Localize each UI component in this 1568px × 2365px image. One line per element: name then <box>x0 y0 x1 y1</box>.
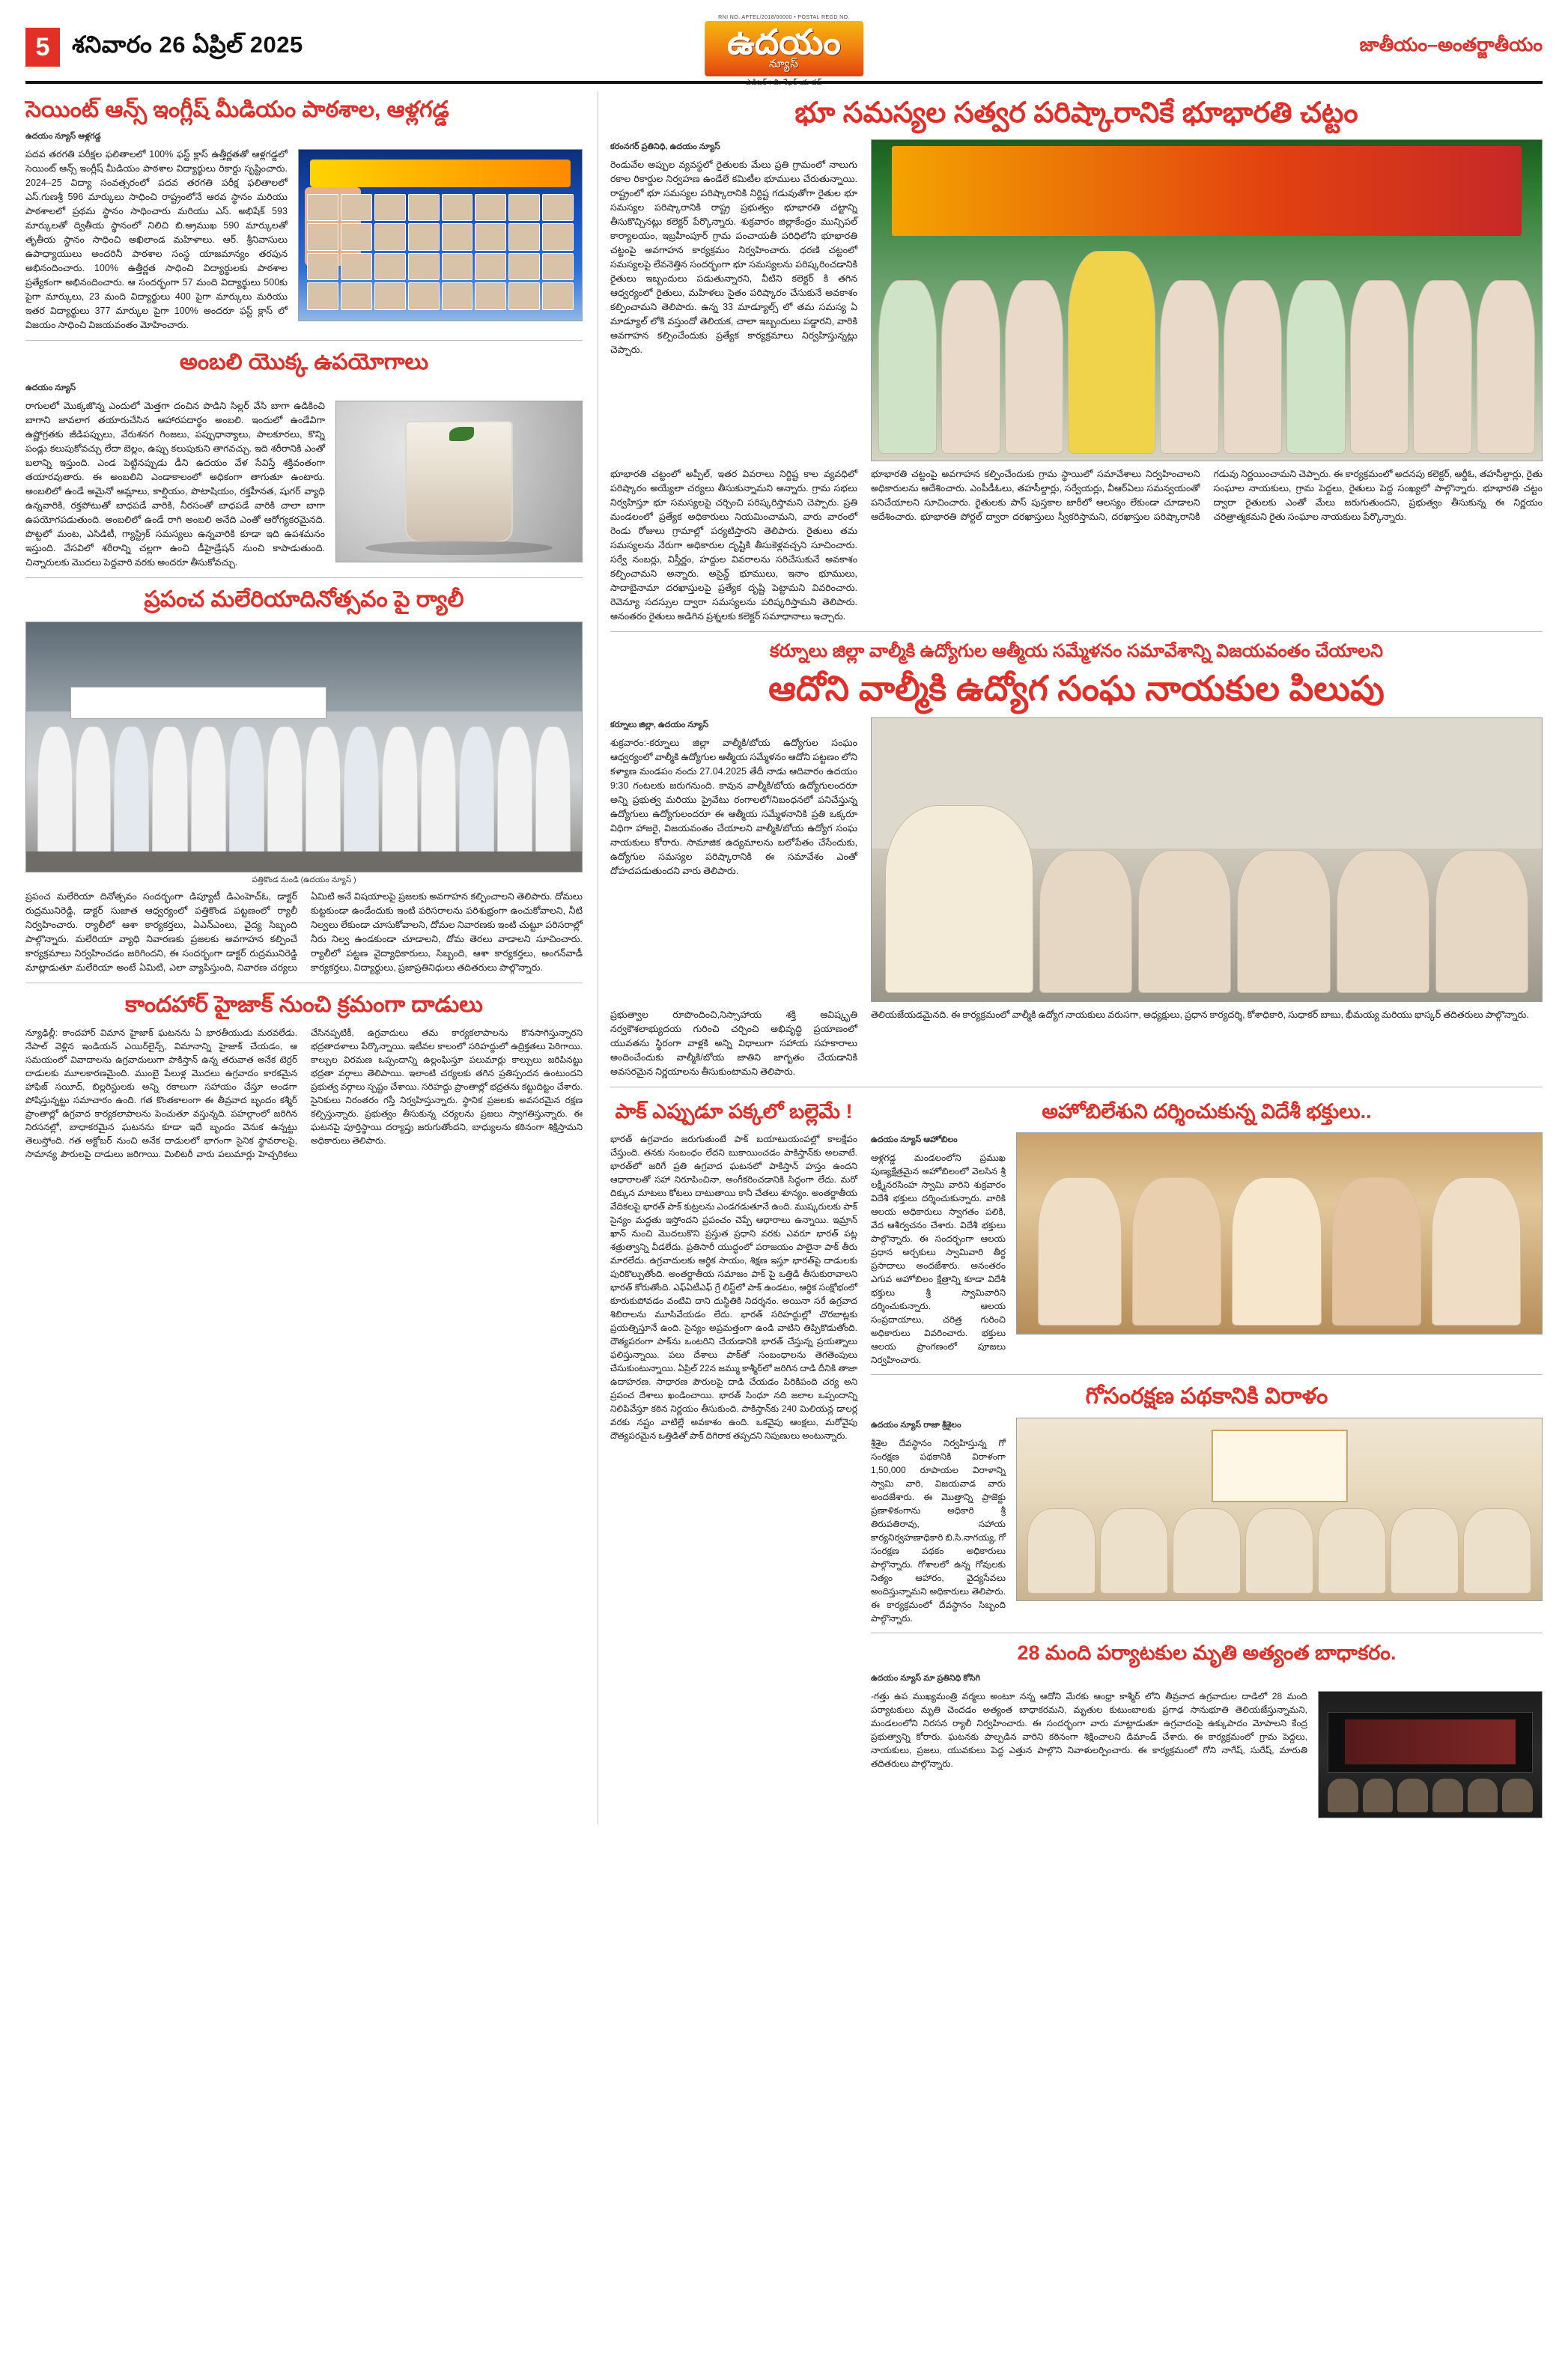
page-columns <box>25 91 1543 1824</box>
article-pak-headline: పాక్ ఎప్పుడూ పక్కలో బల్లెమే ! <box>615 1100 853 1123</box>
article-kandahar-headline: కాందహార్ హైజాక్ నుంచి క్రమంగా దాడులు <box>125 992 483 1017</box>
article-valmiki-body1: శుక్రవారం:-కర్నూలు జిల్లా వాల్మీకి/బోయ ఉద్యోగుల సంఘం ఆధ్వర్యంలో వాల్మీకి ఉద్యోగుల ఆత్మీయ సమ్మేళనం ఆదోని పట్టణం లోని కళ్యాణ మండపం నందు 27.04.2025 తేదీ నాడు ఆదివారం ఉదయం 9:30 గంటలకు జరుగనుంది. కావున వాల్మీకి/బోయ ఉద్యోగులందరూ అన్ని ప్రభుత్వ మరియు ప్రైవేటు రంగాలలో/నిబంధనలో పనిచేస్తున్న ఉద్యోగులు ఉద్యోగులందరూ ఈ ఆత్మీయ సమ్మేళనానికి ప్రతి ఒక్కరూ విధిగా హాజరై, విజయవంతం చేయాలని వాల్మీకి/బోయ ఉద్యోగ సంఘ నాయకులు కోరారు. సామాజిక ఉద్యమాలను బలోపేతం చేసేందుకు, ఉద్యోగుల సమస్యల పరిష్కారానికి ఈ సమావేశం ఎంతో దోహదపడుతుందని వారు తెలిపారు. <box>610 738 857 877</box>
article-gosamrakshana-headline: గోసంరక్షణ పథకానికి విరాళం <box>1085 1383 1328 1409</box>
bhoobharathi-meeting-image <box>871 139 1543 461</box>
donation-handover-image <box>1016 1418 1543 1601</box>
article-tourists-body: -గత్తు ఉప ముఖ్యమంత్రి వర్మలు అంటూ నన్న ఆదోని మేరకు ఆంధ్రా కాశ్మీర్ లోని తీవ్రవాద ఉగ్రవాదుల దాడిలో 28 మంది పర్యాటకులు మృతి చెందడం అత్యంత బాధాకరమని, మృతుల కుటుంబాలకు ప్రగాఢ సానుభూతి తెలియజేస్తున్నామని, మండలంలోని నిరసన ర్యాలీ నిర్వహించారు. ఈ సందర్భంగా వారు మాట్లాడుతూ ఉగ్రవాదంపై ఉక్కుపాదం మోపాలని కేంద్ర ప్రభుత్వాన్ని కోరారు. ఘటనకు పాల్పడిన వారిని కఠినంగా శిక్షించాలని డిమాండ్ చేశారు. ఈ కార్యక్రమంలో గ్రామ పెద్దలు, నాయకులు, ప్రజలు, యువకులు పెద్ద ఎత్తున పాల్గొని నివాళులర్పించారు. ఈ కార్యక్రమంలో గోని నాగేష్, సురేష్, మారుతి తదితరులు పాల్గొన్నారు. <box>871 1691 1307 1770</box>
article-gosamrakshana-byline: ఉదయం న్యూస్ రాజా శ్రీశైలం <box>871 1421 961 1430</box>
article-bhoobharathi-headline: భూ సమస్యల సత్వర పరిష్కారానికే భూభారతి చట్టం <box>794 97 1358 129</box>
article-malaria <box>25 586 583 975</box>
left-column <box>25 91 583 1824</box>
article-school <box>25 96 583 333</box>
registration-line: RNI NO. APTEL/2018/00000 • POSTAL REGD NO. <box>718 15 850 20</box>
valmiki-meeting-image <box>871 717 1543 1002</box>
masthead <box>25 15 1543 88</box>
article-valmiki-body3: తెలియజేయడమైనది. ఈ కార్యక్రమంలో వాల్మీకి ఉద్యోగ నాయకులు వరుసగా, అధ్యక్షులు, ప్రధాన కార్యదర్శి, కోశాధికారి, సుధాకర్ బాబు, భీమయ్య మరియు భాస్కర్ తదితరులు పాల్గొన్నారు. <box>871 1010 1529 1021</box>
article-valmiki-body2: ప్రభుత్వాల రూపొందించి,నిస్సాహాయ శక్తి ఆవిష్కృతి నర్వకౌశలాభ్యుదయ గురించి చర్చించి అభివృద్ధి ప్రయాణంలో యువతను స్థిరంగా వాళ్లకి అన్ని విధాలుగా సహాయ సహకారాలు అందించేందుకు వాల్మీకి/బోయ జాతిని జాగృతం చేయడానికి అవసరమైన నిర్ణయాలను తీసుకుంటామని తెలిపారు. <box>610 1010 857 1078</box>
article-ambali-body: రాగులలో మొక్కజొన్న ఎందులో మెత్తగా దంచిన పొడిని సిల్లర్ వేసి బాగా ఉడికించి బాగాని జావలాగ తయారుచేసిన ఆహారపదార్థం అంబలి. ఇందులో ఉండేవిగా ఉష్ణోగ్రతకు జీడిపప్పులు, వేరుశనగ గింజలు, పప్పుధాన్యాలు, పాలకూరలు, కొన్ని పండ్లు కలుపుకోవచ్చు లేదా బెల్లం, ఉప్పు కలుపుకుని తాగవచ్చు. ఇది శరీరానికి ఎంతో బలాన్ని ఇస్తుంది. ఎండ పెట్టినప్పుడు డీని ఉదయం వేళ సేవిస్తే శక్తివంతంగా తయారవుతారు. ఈ అంబలిని ఎండాకాలంలో అధికంగా తాగుతూ ఉంటారు. అంబలిలో ఉండే అమైనో ఆమ్లాలు, కాల్షియం, పొటాషియం, రక్తహీనత, షుగర్ వ్యాధి ఉన్నవారికి, రక్తపోటుతో బాధపడే వారికి, నీరసంతో బాధపడే వారికి చాలా బాగా ఉపయోగపడుతుంది. అంబలిలో ఉండే రాగి అంబలి అనేది ఎంతో ఆరోగ్యకరమైనది. పొట్టలో మంట, ఎసిడిటీ, గ్యాస్ట్రిక్ సమస్యలు ఉన్నవారికి కూడా ఇది ఉపశమనం ఇస్తుంది. వేసవిలో శరీరాన్ని చల్లగా ఉంచి డీహైడ్రేషన్ నుంచి కాపాడుతుంది. చిన్నారులకు మొదలు పెద్దవారి వరకు అందరూ తీసుకోవచ్చు. <box>25 401 325 568</box>
article-gosamrakshana-body: శ్రీశైల దేవస్థానం నిర్వహిస్తున్న గో సంరక్షణ పథకానికి విరాళంగా 1,50,000 రూపాయల విరాళాన్ని స్వామి వారి, విజయవాడ వారు అందజేశారు. ఈ మొత్తాన్ని ప్రాజెక్టు ప్రణాళికంగాను అధికారి శ్రీ తిరుపతిరావు, సహాయ కార్యనిర్వహణాధికారి బి.సి.నాగయ్య, గో సంరక్షణ పథకం అధికారులు పాల్గొన్నారు. గోశాలలో ఉన్న గోవులకు నిత్యం ఆహారం, వైద్యసేవలు అందిస్తున్నామని అధికారులు తెలిపారు. ఈ కార్యక్రమంలో దేవస్థానం సిబ్బంది పాల్గొన్నారు. <box>871 1438 1006 1624</box>
article-bhoobharathi-body3: భూభారతి చట్టంపై అవగాహన కల్పించేందుకు గ్రామ స్థాయిలో సమావేశాలు నిర్వహించాలని అధికారులను ఆదేశించారు. ఎంపీడీఓలు, తహసీల్దార్లు, సర్వేయర్లు, వీఆర్ఏలు సమన్వయంతో పనిచేయాలని సూచించారు. రైతులకు పాస్ పుస్తకాల జారీలో ఆలస్యం లేకుండా చూడాలని ఆదేశించారు. భూభారతి పోర్టల్ ద్వారా దరఖాస్తులు స్వీకరిస్తామని, దరఖాస్తుల పరిష్కారానికి గడువు నిర్ణయించామని చెప్పారు. ఈ కార్యక్రమంలో అదనపు కలెక్టర్, ఆర్డీఓ, తహసీల్దార్లు, రైతు సంఘాల నాయకులు, గ్రామ పెద్దలు, రైతులు పెద్ద సంఖ్యలో పాల్గొన్నారు. భూభారతి చట్టం ద్వారా రైతులకు ఎంతో మేలు జరుగుతుందని, ప్రభుత్వం తీసుకున్న ఈ నిర్ణయం చరిత్రాత్మకమని రైతు సంఘాల నాయకులు పేర్కొన్నారు. <box>871 468 1543 522</box>
section-tag: జాతీయం–అంతర్జాతీయం <box>1359 34 1543 55</box>
protest-rally-image <box>1318 1691 1543 1818</box>
article-valmiki-headline: ఆదోని వాల్మీకి ఉద్యోగ సంఘ నాయకుల పిలుపు <box>768 668 1385 708</box>
article-pak-body: భారత్ ఉగ్రవాదం జరుగుతుంటే పాక్ బయాటుయంపల్లో కాలక్షేపం చేస్తుంది. తనకు సంబంధం లేదని బుకాయించడం పాకిస్తాన్‌కు అలవాటే. భారత్‌లో జరిగే ప్రతి ఉగ్రవాద ఘటనలో పాకిస్తాన్ హస్తం ఉందని ఆధారాలతో సహా నిరూపించినా, అంగీకరించడానికి సిద్ధంగా లేదు. మరో దిక్కున మాటలు కోటలు దాటుతాయి కానీ చేతలు శూన్యం. అంతర్జాతీయ వేదికలపై భారత్ పాక్ కుట్రలను ఎండగడుతూనే ఉంది. ముష్కరులకు పాక్ సైన్యం మద్దతు ఇస్తోందని ప్రపంచం చెప్పే ఆధారాలు ఉన్నాయి. ఇమ్రాన్ ఖాన్ నుంచి మొదలుకొని ప్రస్తుత ప్రధాని వరకు ఎవరూ భారత్ పట్ల శత్రుత్వాన్ని వీడలేదు. ప్రతిసారీ యుద్ధంలో పరాజయం పాలైనా పాక్ తీరు మారలేదు. ఉగ్రవాదులకు ఆర్థిక సాయం, శిక్షణ ఇస్తూ భారత్‌పై దాడులకు పురికొల్పుతోంది. అంతర్జాతీయ సమాజం పాక్ పై ఒత్తిడి తీసుకురావాలని భారత్ కోరుతోంది. ఎఫ్ఏటీఎఫ్ గ్రే లిస్ట్‌లో పాక్ ఉండటం, ఆర్థిక సంక్షోభంలో కూరుకుపోవడం వంటివి దాని దుస్థితికి నిదర్శనం. అయినా సరే ఉగ్రవాద శిబిరాలను మూసివేయడం లేదు. భారత్ సరిహద్దుల్లో చొరబాట్లకు ప్రయత్నిస్తూనే ఉంది. సైన్యం అప్రమత్తంగా ఉండి వాటిని తిప్పికొడుతోంది. దౌత్యపరంగా పాక్‌ను ఒంటరిని చేయడానికి భారత్ చేస్తున్న ప్రయత్నాలు ఫలిస్తున్నాయి. పలు దేశాలు పాక్‌తో సంబంధాలను తెగతెంపులు చేసుకుంటున్నాయి. ఏప్రిల్ 22న జమ్ము కాశ్మీర్‌లో జరిగిన దాడి దీనికి తాజా ఉదాహరణ. సాధారణ పౌరులపై దాడి చేయడం పిరికిపంది చర్య అని ప్రపంచ దేశాలు ఖండించాయి. భారత్ సింధూ నది జలాల ఒప్పందాన్ని నిలిపివేస్తూ కఠిన నిర్ణయం తీసుకుంది. పాకిస్తాన్‌కు 240 మిలియన్ల డాలర్ల వరకు నష్టం వాటిల్లే అవకాశం ఉంది. ఒకవైపు ఆంక్షలు, మరోవైపు దౌత్యపరమైన ఒత్తిడితో పాక్ దిగిరాక తప్పదని నిపుణులు అంటున్నారు. <box>610 1133 857 1441</box>
ahobilam-devotees-image <box>1016 1132 1543 1335</box>
article-bhoobharathi-body2: భూభారతి చట్టంలో అప్పీల్, ఇతర వివరాలు నిర్దిష్ట కాల వ్యవధిలో పరిష్కారం అయ్యేలా చర్యలు తీసుకున్నామని అన్నారు. గ్రామ సభలు నిర్వహిస్తూ భూ సమస్యలపై చర్చించి పరిష్కరిస్తామని చెప్పారు. ప్రతి మండలంలో ప్రత్యేక అధికారులు నియమించామని, వారు వారంలో రెండు రోజులు గ్రామాల్లో పర్యటిస్తారని తెలిపారు. రైతులు తమ సమస్యలను నేరుగా అధికారుల దృష్టికి తీసుకెళ్లవచ్చని సూచించారు. సర్వే నంబర్లు, విస్తీర్ణం, హద్దుల వివరాలను సరిచేసుకునే అవకాశం కల్పించామని అన్నారు. అసైన్డ్ భూములు, ఇనాం భూములు, సాదాబైనామా దరఖాస్తులపై ప్రత్యేక దృష్టి పెట్టామని వివరించారు. రెవెన్యూ సదస్సుల ద్వారా సమస్యలను పరిష్కరిస్తామని తెలిపారు. అనంతరం రైతులు అడిగిన ప్రశ్నలకు కలెక్టర్ సమాధానాలు ఇచ్చారు. <box>610 468 857 622</box>
article-ambali-headline: అంబలి యొక్క ఉపయోగాలు <box>179 349 429 374</box>
article-kandahar-body: న్యూఢిల్లీ: కాందహార్ విమాన హైజాక్ ఘటనను ఏ భారతీయుడు మరవలేడు. నేపాల్ వెళ్లిన ఇండియన్ ఎయిర్‌లైన్స్, విమానాన్ని హైజాక్ చేయడం, ఆ సమయంలో వివాదాలను ఉగ్రవాదులుగా పాకిస్తాన్ ఉన్న తరువాత అనేక టెర్రర్ దాడులకు మూలకారణమైంది. ముంబై పేలుళ్ల మొదలు ఉగ్రవాదం కారకమైన హాఫిజ్ సయీద్, బిల్లరిస్టులకు అన్ని రకాలుగా సహాయం చేస్తూ అండగా పోషిస్తున్నట్టు సమాచారం ఉంది. గత కొంతకాలంగా ఈ తీవ్రవాద బృందం కశ్మీర్ ప్రాంతాల్లో ఉగ్రవాద కార్యకలాపాలను పెంచుతూ వస్తున్నది. పహల్గాంలో జరిగిన నిరసనల్లో, బాధాకరమైన ఘటనను కూడా ఇదే బృందం వెనుక ఉన్నట్టు తెలుస్తోంది. గత అక్టోబర్ నుంచి అనేక దాడులలో భాగంగా సైనిక స్థావరాలపై, సామాన్య పౌరులపై దాడులు జరిగాయి. మిలిటరీ వారు పలుమార్లు హెచ్చరికలు చేసినప్పటికీ, ఉగ్రవాదులు తమ కార్యకలాపాలను కొనసాగిస్తున్నారని భద్రతాదళాలు పేర్కొన్నాయి. ఇటీవల కాలంలో సరిహద్దులో ఉద్రిక్తతలు పెరిగాయి. కాల్పుల విరమణ ఒప్పందాన్ని ఉల్లంఘిస్తూ పలుమార్లు కాల్పులు జరిపినట్టు భద్రతా వర్గాలు తెలిపాయి. ఇలాంటి చర్యలకు తగిన ప్రతిస్పందన ఉంటుందని ప్రభుత్వ వర్గాలు స్పష్టం చేశాయి. సరిహద్దు ప్రాంతాల్లో భద్రతను కట్టుదిట్టం చేశారు. సైనికులు నిరంతరం గస్తీ నిర్వహిస్తున్నారు. స్థానిక ప్రజలకు అవసరమైన రక్షణ కల్పిస్తున్నారు. ప్రభుత్వం తీసుకున్న చర్యలను ప్రజలు స్వాగతిస్తున్నారు. ఈ ఘటనపై పూర్తిస్థాయి దర్యాప్తు జరుగుతోందని, బాధ్యులను కఠినంగా శిక్షిస్తామని అధికారులు తెలిపారు. <box>25 1027 583 1159</box>
article-ahobilesa-body: ఆళ్లగడ్డ మండలంలోని ప్రముఖ పుణ్యక్షేత్రమైన అహోబిలంలో వెలసిన శ్రీ లక్ష్మీనరసింహ స్వామి వారిని శుక్రవారం విదేశీ భక్తులు దర్శించుకున్నారు. వారికి ఆలయ అధికారులు స్వాగతం పలికి, వేద ఆశీర్వచనం చేశారు. విదేశీ భక్తులు పాల్గొన్నారు. ఈ సందర్భంగా ఆలయ ప్రధాన అర్చకులు స్వామివారి తీర్థ ప్రసాదాలు అందజేశారు. అనంతరం ఎగువ అహోబిలం క్షేత్రాన్ని కూడా విదేశీ భక్తులు శ్రీ స్వామివారిని దర్శించుకున్నారు. ఆలయ సంప్రదాయాలు, చరిత్ర గురించి అధికారులు వివరించారు. భక్తులు ఆలయ ప్రాంగణంలో పూజలు నిర్వహించారు. <box>871 1152 1006 1365</box>
masthead-logo-block <box>705 15 863 88</box>
article-kandahar <box>25 991 583 1162</box>
article-pak <box>610 1095 857 1824</box>
article-tourists-headline: 28 మంది పర్యాటకుల మృతి అత్యంత బాధాకరం. <box>1017 1642 1397 1665</box>
ambali-drink-image <box>335 401 583 562</box>
article-bhoobharathi <box>610 96 1543 624</box>
page-number: 5 <box>25 28 60 67</box>
article-tourists-byline: ఉదయం న్యూస్ మా ప్రతినిధి కోసిగి <box>871 1674 981 1684</box>
article-ahobilesa-headline: అహోబిలేశుని దర్శించుకున్న విదేశీ భక్తులు.. <box>1042 1100 1372 1123</box>
article-ahobilesa-byline: ఉదయం న్యూస్ ఆహోబిలం <box>871 1135 958 1144</box>
article-malaria-body: ప్రపంచ మలేరియా దినోత్సవం సందర్భంగా డిప్యూటీ డిఎంహెచ్ఓ, డాక్టర్ రుద్రమునిరెడ్డి, డాక్టర్ సుజాత ఆధ్వర్యంలో పత్తికొండ పట్టణంలో ర్యాలీ నిర్వహించారు. ర్యాలీలో ఆశా కార్యకర్తలు, ఏఎన్ఎంలు, వైద్య సిబ్బంది పాల్గొన్నారు. మలేరియా వ్యాధి నివారణకు ప్రజలకు అవగాహన కల్పించే కార్యక్రమాలు నిర్వహించడం జరిగిందని, ఈ సందర్భంగా డాక్టర్ రుద్రమునిరెడ్డి మాట్లాడుతూ మలేరియా అంటే ఏమిటి, ఎలా వ్యాపిస్తుంది, నివారణ చర్యలు ఏమిటి అనే విషయాలపై ప్రజలకు అవగాహన కల్పించాలని తెలిపారు. దోమలు కుట్టకుండా ఉండేందుకు ఇంటి పరిసరాలను పరిశుభ్రంగా ఉంచుకోవాలని, నీటి నిల్వలు లేకుండా చూసుకోవాలని, దోమల నివారణకు ఇంటి చుట్టూ పరిసరాల్లో నీరు నిల్వ ఉండకుండా చూడాలని, దోమ తెరలు వాడాలని సూచించారు. ర్యాలీలో పట్టణ వైద్యాధికారులు, సిబ్బంది, ఆశా కార్యకర్తలు, అంగన్‌వాడీ కార్యకర్తలు, విద్యార్థులు, ప్రజాప్రతినిధులు తదితరులు పాల్గొన్నారు. <box>25 890 583 973</box>
article-valmiki-byline: కర్నూలు జిల్లా, ఉదయం న్యూస్ <box>610 720 709 730</box>
right-column <box>598 91 1543 1824</box>
article-school-byline: ఉదయం న్యూస్ ఆళ్లగడ్డ <box>25 131 101 141</box>
article-ambali-byline: ఉదయం న్యూస్ <box>25 383 76 392</box>
article-bhoobharathi-byline: కరంనగర్ ప్రతినిధి, ఉదయం న్యూస్ <box>610 142 720 151</box>
article-valmiki <box>610 640 1543 1080</box>
logo-subtext: న్యూస్ <box>769 58 799 71</box>
article-valmiki-kicker: కర్నూలు జిల్లా వాల్మీకి ఉద్యోగుల ఆత్మీయ సమ్మేళనం సమావేశాన్ని విజయవంతం చేయాలని <box>770 640 1383 661</box>
article-malaria-headline: ప్రపంచ మలేరియాదినోత్సవం పై ర్యాలీ <box>144 587 464 612</box>
malaria-rally-image <box>25 622 583 872</box>
malaria-image-caption: పత్తికొండ నుండి (ఉదయం న్యూస్ ) <box>252 875 356 884</box>
article-school-headline: సెయింట్ ఆన్స్ ఇంగ్లీష్ మీడియం పాఠశాల, ఆళ్లగడ్డ <box>25 97 449 122</box>
right-stack <box>871 1095 1543 1824</box>
malaria-rally-image-wrap <box>25 622 583 887</box>
editor-line: ఎడిటర్ : బి. శేఖర్ యాదవ్ <box>746 79 822 88</box>
publication-date: శనివారం 26 ఏప్రిల్ 2025 <box>72 31 303 58</box>
article-bhoobharathi-body1: రెండువేల అప్పుల వ్యవస్థలో రైతులకు మేలు ప్రతి గ్రామంలో నాలుగు రకాల రికార్డుల నిర్వహణ ఉండేలే కమిటీల భూములు చేరుతున్నాయి. రాష్ట్రంలో భూ సమస్యల పరిష్కారానికి నిర్దిష్ట గడువుతోగా రైతుల భూ సమస్యల పరిష్కారానికి రాష్ట్ర ప్రభుత్వం భూభారతి చట్టాన్ని తీసుకొచ్చినట్లు కలెక్టర్ పేర్కొన్నారు. శుక్రవారం జిల్లాకేంద్రం మున్సిపల్ కార్యాలయం, ఇబ్రహీంపూర్ గ్రామ పంచాయతీ పరిధిలోని భూభారతి చట్టంపై అవగాహన కార్యక్రమం నిర్వహించారు. ధరణి చట్టంలో సమస్యలపై లేవనెత్తిన సందర్భంగా భూ సమస్యలను పరిష్కరించడానికి రైతులు ఇబ్బందులు పడుతున్నారని, వీటిని కలెక్టర్ కి తగిన ఆధ్వర్యంలో రైతులు, మహిళలు సైతం పరిష్కారం చేసుకునే అవకాశం కల్పించామని తెలిపారు. ఉన్న 33 మాడ్యూల్స్ లో తమ సమస్య ఏ మాడ్యూల్ లోకి వస్తుందో తెలియక, చాలా ఇబ్బందులు పడ్డారని, వారికి అవగాహన కల్పించేందుకు ప్రత్యేక కార్యక్రమాలు నిర్వహిస్తున్నట్లు చెప్పారు. <box>610 159 857 355</box>
article-gosamrakshana <box>871 1382 1543 1626</box>
article-ambali <box>25 348 583 571</box>
newspaper-logo <box>705 21 863 76</box>
article-ahobilesa <box>871 1099 1543 1367</box>
article-tourists <box>871 1641 1543 1770</box>
article-school-body: పదవ తరగతి పరీక్షల ఫలితాలలో 100% ఫస్ట్ క్లాస్ ఉత్తీర్ణతతో ఆళ్లగడ్డలో సెయింట్ ఆన్స్ ఇంగ్లీష్ మీడియం పాఠశాల విద్యార్థులు రికార్డు సృష్టించారు. 2024–25 విద్యా సంవత్సరంలో పదవ తరగతి పరీక్ష ఫలితాలలో ఎస్.గుణశ్రీ 596 మార్కులు సాధించి రాష్ట్రంలోనే ఆరవ స్థానం మరియు పాఠశాలలో ప్రథమ స్థానం సాధించారు మరియు ఎస్. అభిషేక్ 593 మార్కులతో ద్వితీయ స్థానంలో నిలిచి బి.ఆ్రముఖ 590 మార్కులతో తృతీయ స్థానం సాధించి అఖిలాండ మహిళాలు. ఆర్. శ్రీనివాసులు ఉపాధ్యాయులు అందరినీ పాఠశాల సంస్థ యాజమాన్యం తరపున అభినందించారు. 100% ఉత్తీర్ణత సాధించి విద్యార్థులకు పాఠశాల ప్రత్యేకంగా అభినందించారు. ఆ సందర్భంగా 57 మంది విద్యార్థులు 500కు పైగా మార్కులు, 23 మంది విద్యార్థులు 400 పైగా మార్కులు మరియు ఇతర విద్యార్థులు 377 మార్కుల పైగా 100% అందరూ ఫస్ట్ క్లాస్ లో విజయం సాధించి విజయవంతం మోహించారు. <box>25 148 288 330</box>
school-results-poster-image <box>298 149 583 321</box>
logo-text: ఉదయం <box>727 22 841 61</box>
